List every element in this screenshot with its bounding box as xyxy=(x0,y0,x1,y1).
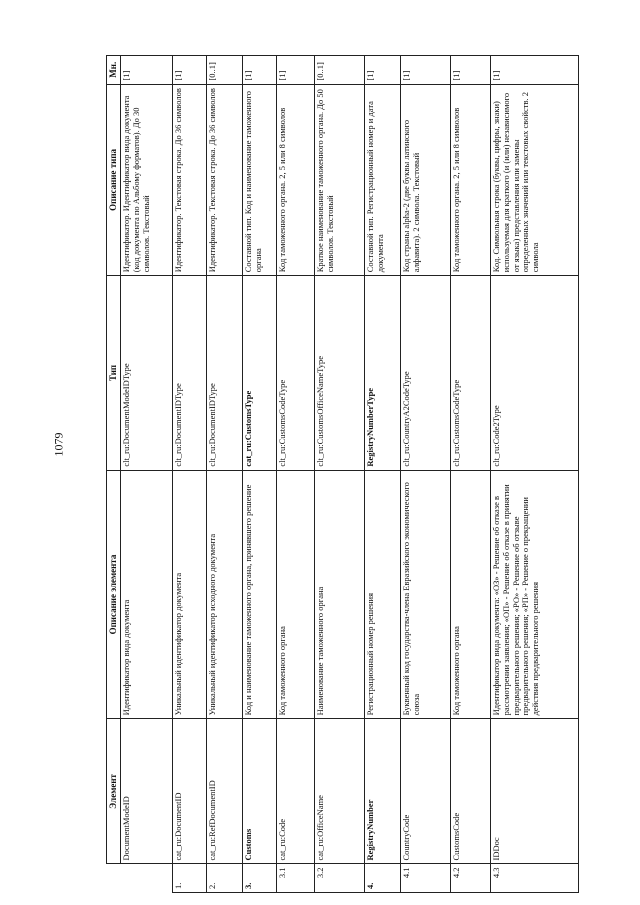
header-type: Тип xyxy=(107,276,121,470)
row-num: 4. xyxy=(365,864,401,893)
row-mn: [1] xyxy=(401,56,451,85)
row-num: 3.2 xyxy=(315,864,365,893)
row-element: IDDoc xyxy=(491,719,579,864)
table-row xyxy=(491,56,579,893)
table-row xyxy=(173,56,207,893)
row-mn: [1] xyxy=(243,56,277,85)
header-type-desc: Описание типа xyxy=(107,84,121,276)
row-num: 3. xyxy=(243,864,277,893)
row-type-desc: Код страны alpha-2 (две буквы латинского алфавита). 2 символа. Текстовый xyxy=(401,84,451,276)
row-type: cat_ru:CustomsType xyxy=(243,276,277,470)
row-element-desc: Код таможенного органа xyxy=(277,470,315,719)
row-num: 3.1 xyxy=(277,864,315,893)
row-element-desc: Уникальный идентификатор документа xyxy=(173,470,207,719)
row-element-desc: Идентификатор вида документа: «ОЗ» - Решение об отказе в рассмотрении заявления; «ОП» - Решение об отказе в принятии предварительного решения; «РО» - Решение об отзыве предварительного решения; «РП» - Решение о прекращении действия предварительного решения xyxy=(491,470,579,719)
row-element-desc: Код и наименование таможенного органа, принявшего решение xyxy=(243,470,277,719)
row-type-desc: Код таможенного органа. 2, 5 или 8 символов xyxy=(451,84,491,276)
table-row xyxy=(401,56,451,893)
row-element: CountryCode xyxy=(401,719,451,864)
header-element: Элемент xyxy=(107,719,121,864)
row-mn: [0..1] xyxy=(207,56,243,85)
row-element-desc: Идентификатор вида документа xyxy=(121,470,173,719)
table-row xyxy=(243,56,277,893)
row-type: RegistryNumberType xyxy=(365,276,401,470)
row-mn: [1] xyxy=(173,56,207,85)
row-element: cat_ru:RefDocumentID xyxy=(207,719,243,864)
row-type-desc: Идентификатор. Идентификатор вида документа (код документа по Альбому форматов). До 30 символов. Текстовый xyxy=(121,84,173,276)
row-element: cat_ru:DocumentID xyxy=(173,719,207,864)
row-element: RegistryNumber xyxy=(365,719,401,864)
row-element: cat_ru:Code xyxy=(277,719,315,864)
row-type-desc: Код таможенного органа. 2, 5 или 8 символов xyxy=(277,84,315,276)
header-element-desc: Описание элемента xyxy=(107,470,121,719)
rotated-table-container xyxy=(106,55,541,893)
row-type: clt_ru:Code2Type xyxy=(491,276,579,470)
row-element-desc: Код таможенного органа xyxy=(451,470,491,719)
row-num: 2. xyxy=(207,864,243,893)
row-element: Customs xyxy=(243,719,277,864)
row-element-desc: Регистрационный номер решения xyxy=(365,470,401,719)
row-type: clt_ru:CustomsOfficeNameType xyxy=(315,276,365,470)
row-num xyxy=(121,864,173,893)
page-number: 1079 xyxy=(51,432,66,457)
row-mn: [1] xyxy=(451,56,491,85)
row-type-desc: Составной тип. Код и наименование таможенного органа xyxy=(243,84,277,276)
row-type-desc: Идентификатор. Текстовая строка. До 36 символов xyxy=(207,84,243,276)
table-row xyxy=(207,56,243,893)
row-type: clt_ru:CustomsCodeType xyxy=(451,276,491,470)
row-num: 4.2 xyxy=(451,864,491,893)
row-num: 1. xyxy=(173,864,207,893)
row-element-desc: Уникальный идентификатор исходного документа xyxy=(207,470,243,719)
row-mn: [0..1] xyxy=(315,56,365,85)
elements-table xyxy=(106,55,579,893)
row-mn: [1] xyxy=(121,56,173,85)
table-row xyxy=(365,56,401,893)
row-mn: [1] xyxy=(277,56,315,85)
header-num xyxy=(107,864,121,893)
row-type: clt_ru:DocumentIDType xyxy=(207,276,243,470)
table-row xyxy=(451,56,491,893)
header-mn: Мн. xyxy=(107,56,121,85)
row-num: 4.3 xyxy=(491,864,579,893)
row-type-desc: Краткое наименование таможенного органа. До 50 символов. Текстовый xyxy=(315,84,365,276)
row-type-desc: Код. Символьная строка (буквы, цифры, знаки) используемая для краткого (и (или) независимого от языка) представления или замены определенных значений или текстовых свойств. 2 символа xyxy=(491,84,579,276)
row-element: DocumentModeID xyxy=(121,719,173,864)
row-element: cat_ru:OfficeName xyxy=(315,719,365,864)
row-type: clt_ru:DocumentModeIDType xyxy=(121,276,173,470)
row-mn: [1] xyxy=(491,56,579,85)
row-type-desc: Составной тип. Регистрационный номер и дата документа xyxy=(365,84,401,276)
row-element: CustomsCode xyxy=(451,719,491,864)
row-type-desc: Идентификатор. Текстовая строка. До 36 символов xyxy=(173,84,207,276)
header-row xyxy=(107,56,121,893)
row-num: 4.1 xyxy=(401,864,451,893)
table-row xyxy=(121,56,173,893)
row-element-desc: Буквенный код государства-члена Евразийского экономического союза xyxy=(401,470,451,719)
row-type: clt_ru:CustomsCodeType xyxy=(277,276,315,470)
table-row xyxy=(277,56,315,893)
row-type: clt_ru:DocumentIDType xyxy=(173,276,207,470)
table-row xyxy=(315,56,365,893)
row-mn: [1] xyxy=(365,56,401,85)
row-element-desc: Наименование таможенного органа xyxy=(315,470,365,719)
row-type: clt_ru:CountryA2CodeType xyxy=(401,276,451,470)
